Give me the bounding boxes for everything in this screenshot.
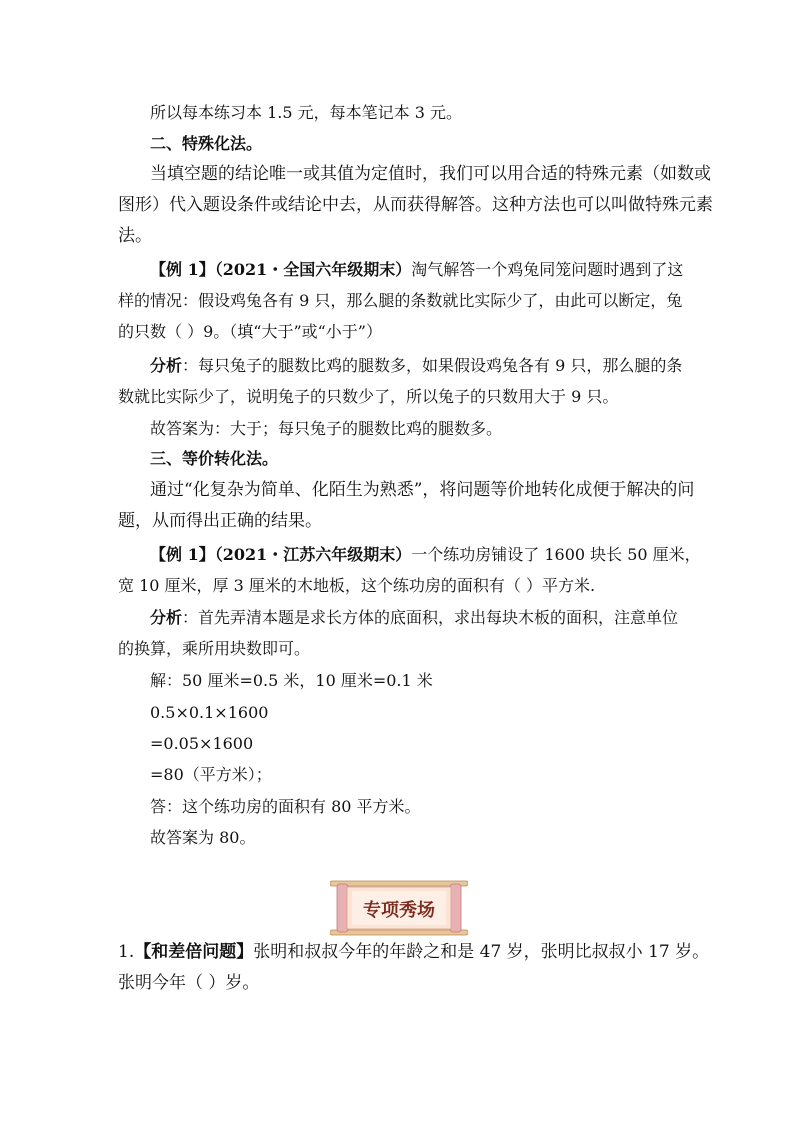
example-line <box>150 259 683 281</box>
question-tag: 【和差倍问题】 <box>134 942 254 962</box>
section-banner <box>330 878 468 938</box>
answer-text: 故答案为：大于；每只兔子的腿数比鸡的腿数多。 <box>150 419 503 438</box>
body-text: 当填空题的结论唯一或其值为定值时，我们可以用合适的特殊元素（如数或 <box>150 164 711 184</box>
question-text: 张明和叔叔今年的年龄之和是 47 岁，张明比叔叔小 17 岁。 <box>253 942 710 962</box>
analysis-text: 数就比实际少了，说明兔子的只数少了，所以兔子的只数用大于 9 只。 <box>118 387 619 406</box>
example-text: 样的情况：假设鸡兔各有 9 只，那么腿的条数就比实际少了，由此可以断定，兔 <box>118 291 683 310</box>
section-heading: 三、等价转化法。 <box>150 449 279 468</box>
example-tag: 【例 1】（2021・江苏六年级期末） <box>150 545 412 564</box>
example-tag: 【例 1】（2021・全国六年级期末） <box>150 260 412 279</box>
analysis-line <box>150 355 682 377</box>
question-line <box>118 941 709 963</box>
solution-line: =0.05×1600 <box>150 734 254 753</box>
solution-line: 解：50 厘米=0.5 米，10 厘米=0.1 米 <box>150 671 433 690</box>
question-number: 1. <box>118 942 135 962</box>
body-text: 所以每本练习本 1.5 元，每本笔记本 3 元。 <box>150 103 462 122</box>
example-text: 的只数（ ）9。（填“大于”或“小于”） <box>118 322 382 341</box>
analysis-text: ：每只兔子的腿数比鸡的腿数多，如果假设鸡兔各有 9 只，那么腿的条 <box>182 356 683 375</box>
body-text: 题，从而得出正确的结果。 <box>118 511 322 531</box>
example-line <box>150 544 701 566</box>
example-text: 一个练功房铺设了 1600 块长 50 厘米， <box>411 545 701 564</box>
solution-line: 0.5×0.1×1600 <box>150 703 269 722</box>
banner-title: 专项秀场 <box>363 900 435 921</box>
analysis-tag: 分析 <box>150 608 183 627</box>
solution-line: 故答案为 80。 <box>150 828 256 847</box>
body-text: 图形）代入题设条件或结论中去，从而获得解答。这种方法也可以叫做特殊元素 <box>118 195 713 215</box>
analysis-text: 的换算，乘所用块数即可。 <box>118 639 311 658</box>
example-text: 宽 10 厘米，厚 3 厘米的木地板，这个练功房的面积有（ ）平方米. <box>118 576 596 595</box>
solution-line: 答：这个练功房的面积有 80 平方米。 <box>150 797 421 816</box>
solution-line: =80（平方米）； <box>150 765 272 784</box>
section-heading: 二、特殊化法。 <box>150 134 263 153</box>
body-text: 通过“化复杂为简单、化陌生为熟悉”，将问题等价地转化成便于解决的问 <box>150 480 695 500</box>
analysis-text: ：首先弄清本题是求长方体的底面积，求出每块木板的面积，注意单位 <box>182 608 679 627</box>
analysis-tag: 分析 <box>150 356 183 375</box>
body-text: 法。 <box>118 226 152 246</box>
analysis-line <box>150 607 678 629</box>
example-text: 淘气解答一个鸡兔同笼问题时遇到了这 <box>411 260 684 279</box>
question-text: 张明今年（ ）岁。 <box>118 973 260 993</box>
